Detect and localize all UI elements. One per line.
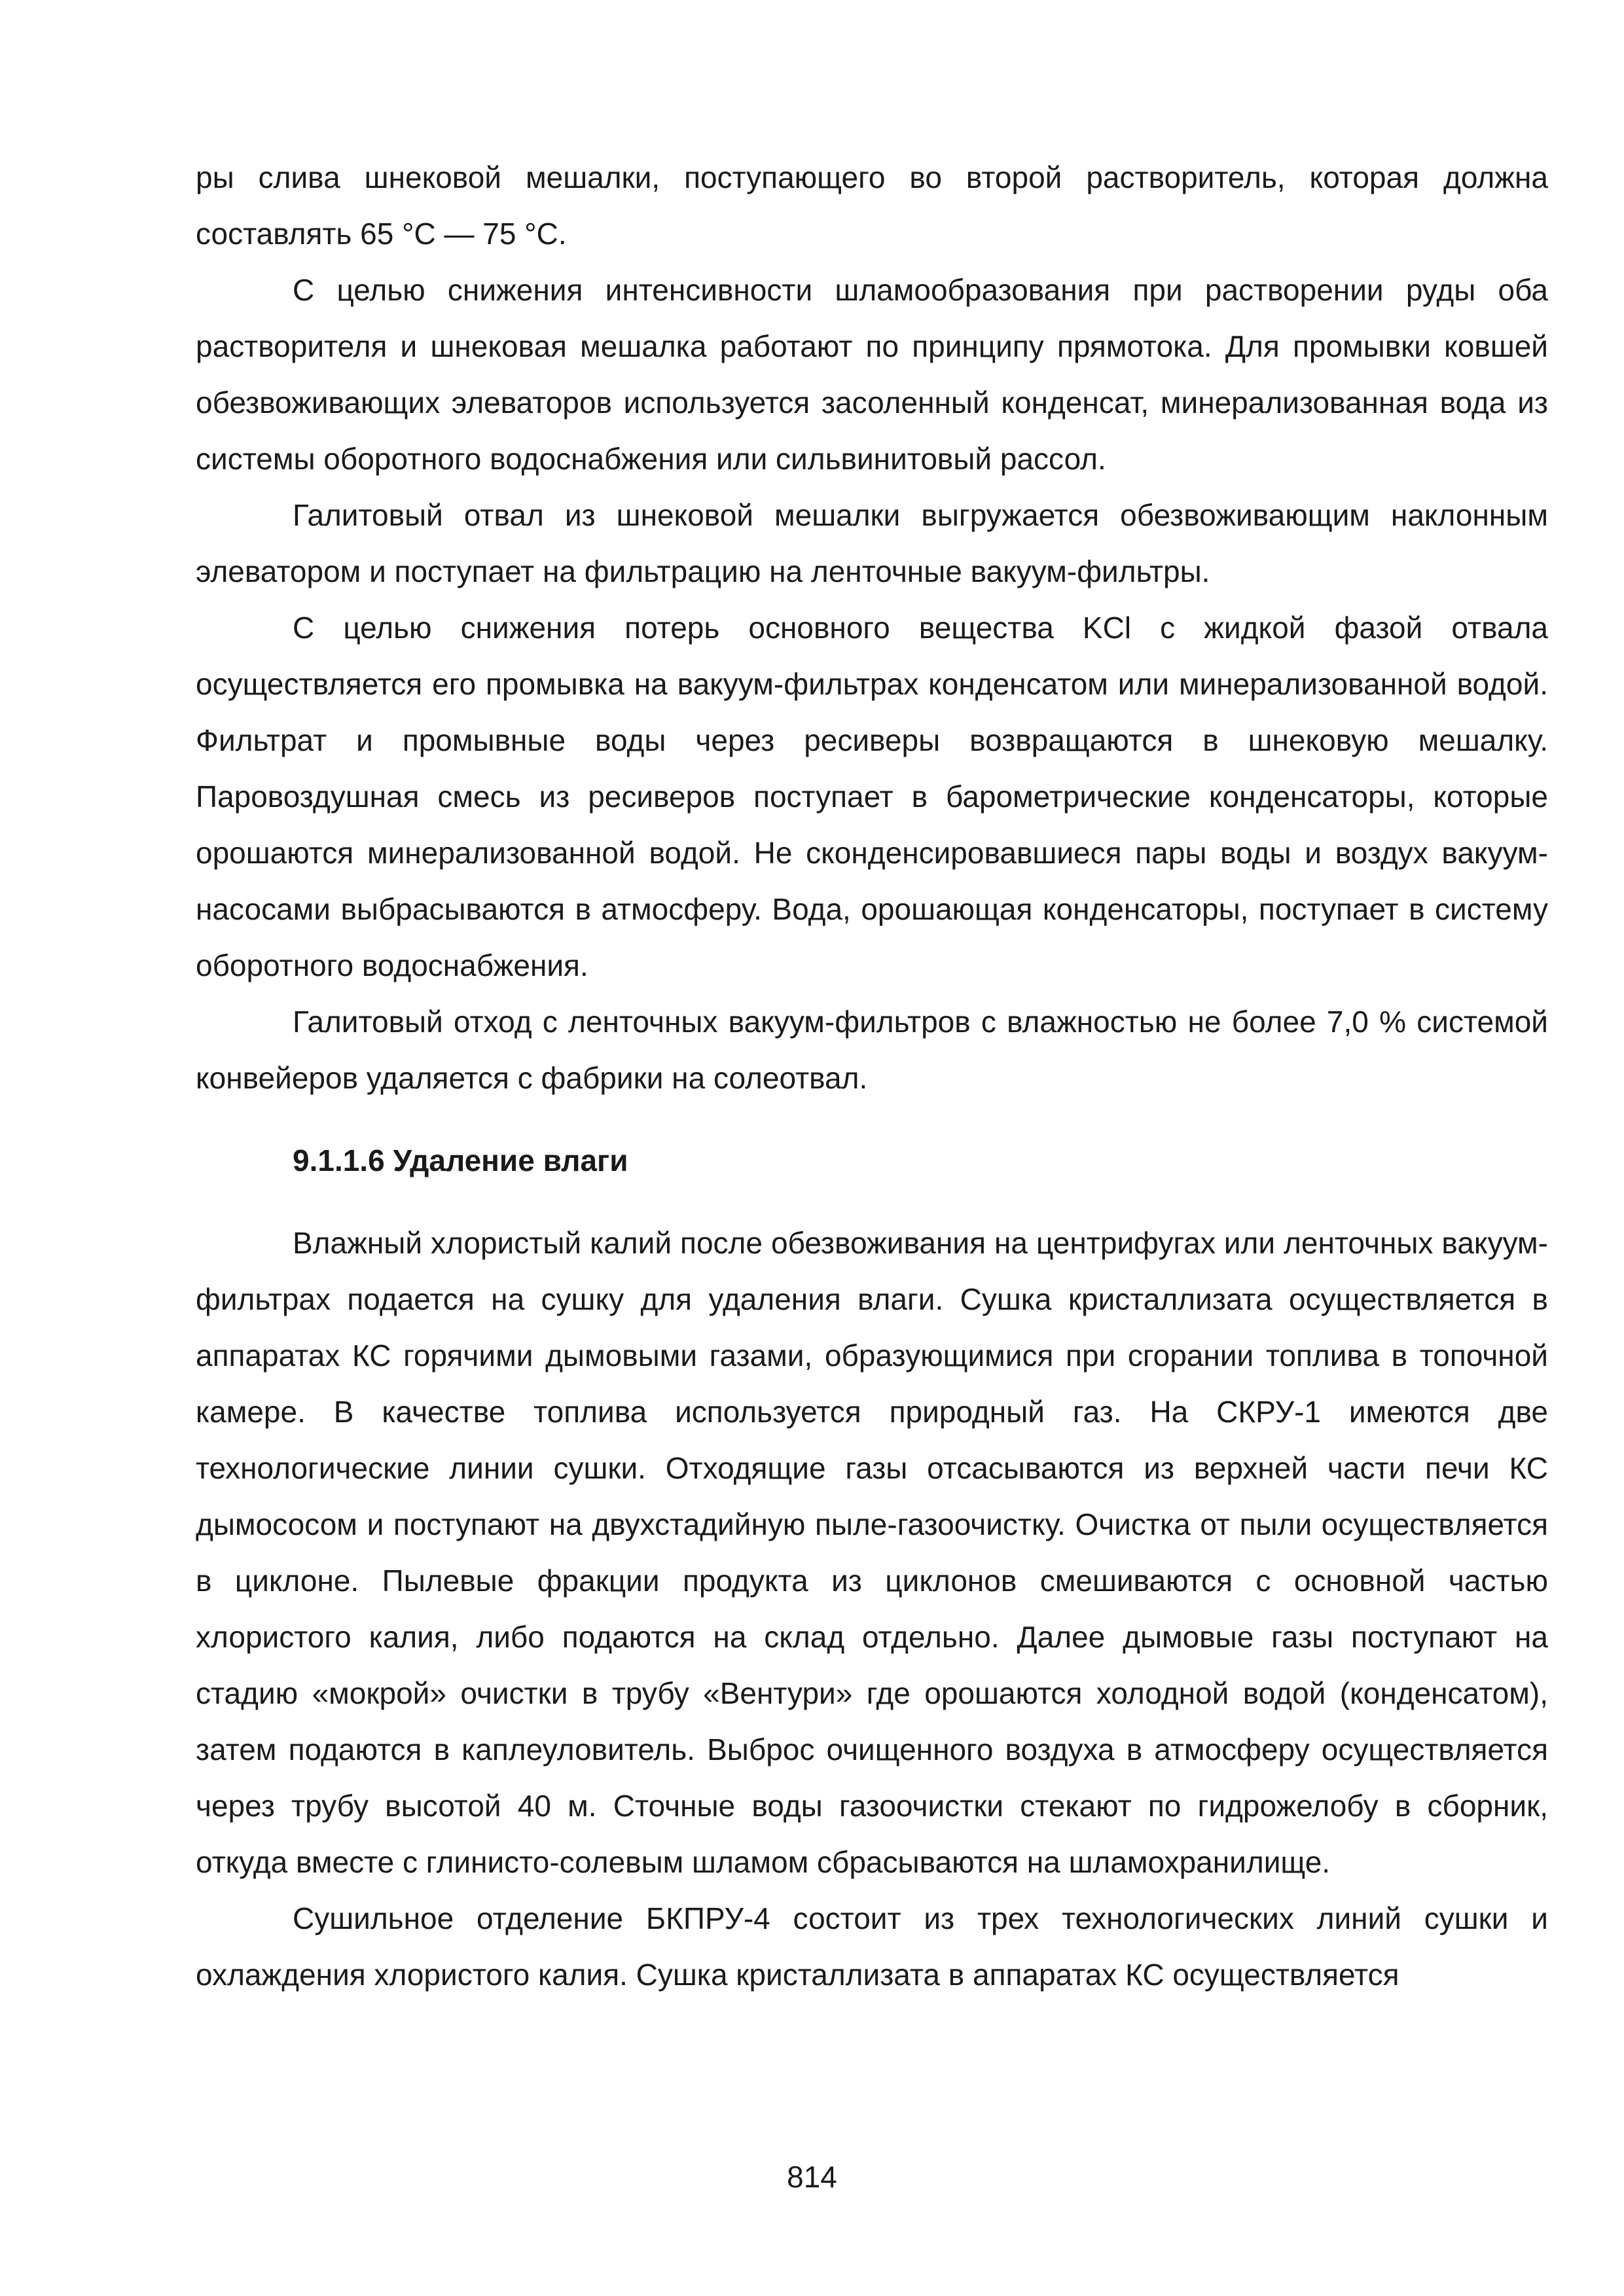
paragraph-drying-process: Влажный хлористый калий после обезвоживания на центрифугах или ленточных вакуум-фильтрах подается на сушку для удаления влаги. Сушка кристаллизата осуществляется в аппаратах КС горячими дымовыми газами, образующимися при сгорании топлива в топочной камере. В качестве топлива используется природный газ. На СКРУ-1 имеются две технологические линии сушки. Отходящие газы отсасываются из верхней части печи КС дымососом и поступают на двухстадийную пыле-газоочистку. Очистка от пыли осуществляется в циклоне. Пылевые фракции продукта из циклонов смешиваются с основной частью хлористого калия, либо подаются на склад отдельно. Далее дымовые газы поступают на стадию «мокрой» очистки в трубу «Вентури» где орошаются холодной водой (конденсатом), затем подаются в каплеуловитель. Выброс очищенного воздуха в атмосферу осуществляется через трубу высотой 40 м. Сточные воды газоочистки стекают по гидрожелобу в сборник, откуда вместе с глинисто-солевым шламом сбрасываются на шламохранилище. (196, 1226, 1548, 1879)
paragraph-continuation: ры слива шнековой мешалки, поступающего во второй растворитель, которая должна составлять 65 °С — 75 °С. (196, 160, 1548, 251)
paragraph-halite-waste: Галитовый отход с ленточных вакуум-фильтров с влажностью не более 7,0 % системой конвейеров удаляется с фабрики на солеотвал. (196, 1005, 1548, 1095)
paragraph-halite-elevator: Галитовый отвал из шнековой мешалки выгружается обезвоживающим наклонным элеватором и поступает на фильтрацию на ленточные вакуум-фильтры. (196, 498, 1548, 588)
page-body (196, 149, 1548, 2003)
heading-spacer (196, 1189, 1548, 1215)
page-number: 814 (787, 2160, 837, 2194)
section-heading: 9.1.1.6 Удаление влаги (293, 1143, 628, 1177)
paragraph-drying-department: Сушильное отделение БКПРУ-4 состоит из трех технологических линий сушки и охлаждения хлористого калия. Сушка кристаллизата в аппаратах КС осуществляется (196, 1901, 1548, 1992)
paragraph-vacuum-filter-washing: С целью снижения потерь основного вещества KCl с жидкой фазой отвала осуществляется его промывка на вакуум-фильтрах конденсатом или минерализованной водой. Фильтрат и промывные воды через ресиверы возвращаются в шнековую мешалку. Паровоздушная смесь из ресиверов поступает в барометрические конденсаторы, которые орошаются минерализованной водой. Не сконденсировавшиеся пары воды и воздух вакуум-насосами выбрасываются в атмосферу. Вода, орошающая конденсаторы, поступает в систему оборотного водоснабжения. (196, 611, 1548, 982)
paragraph-dissolution: С целью снижения интенсивности шламообразования при растворении руды оба растворителя и шнековая мешалка работают по принципу прямотока. Для промывки ковшей обезвоживающих элеваторов используется засоленный конденсат, минерализованная вода из системы оборотного водоснабжения или сильвинитовый рассол. (196, 273, 1548, 476)
